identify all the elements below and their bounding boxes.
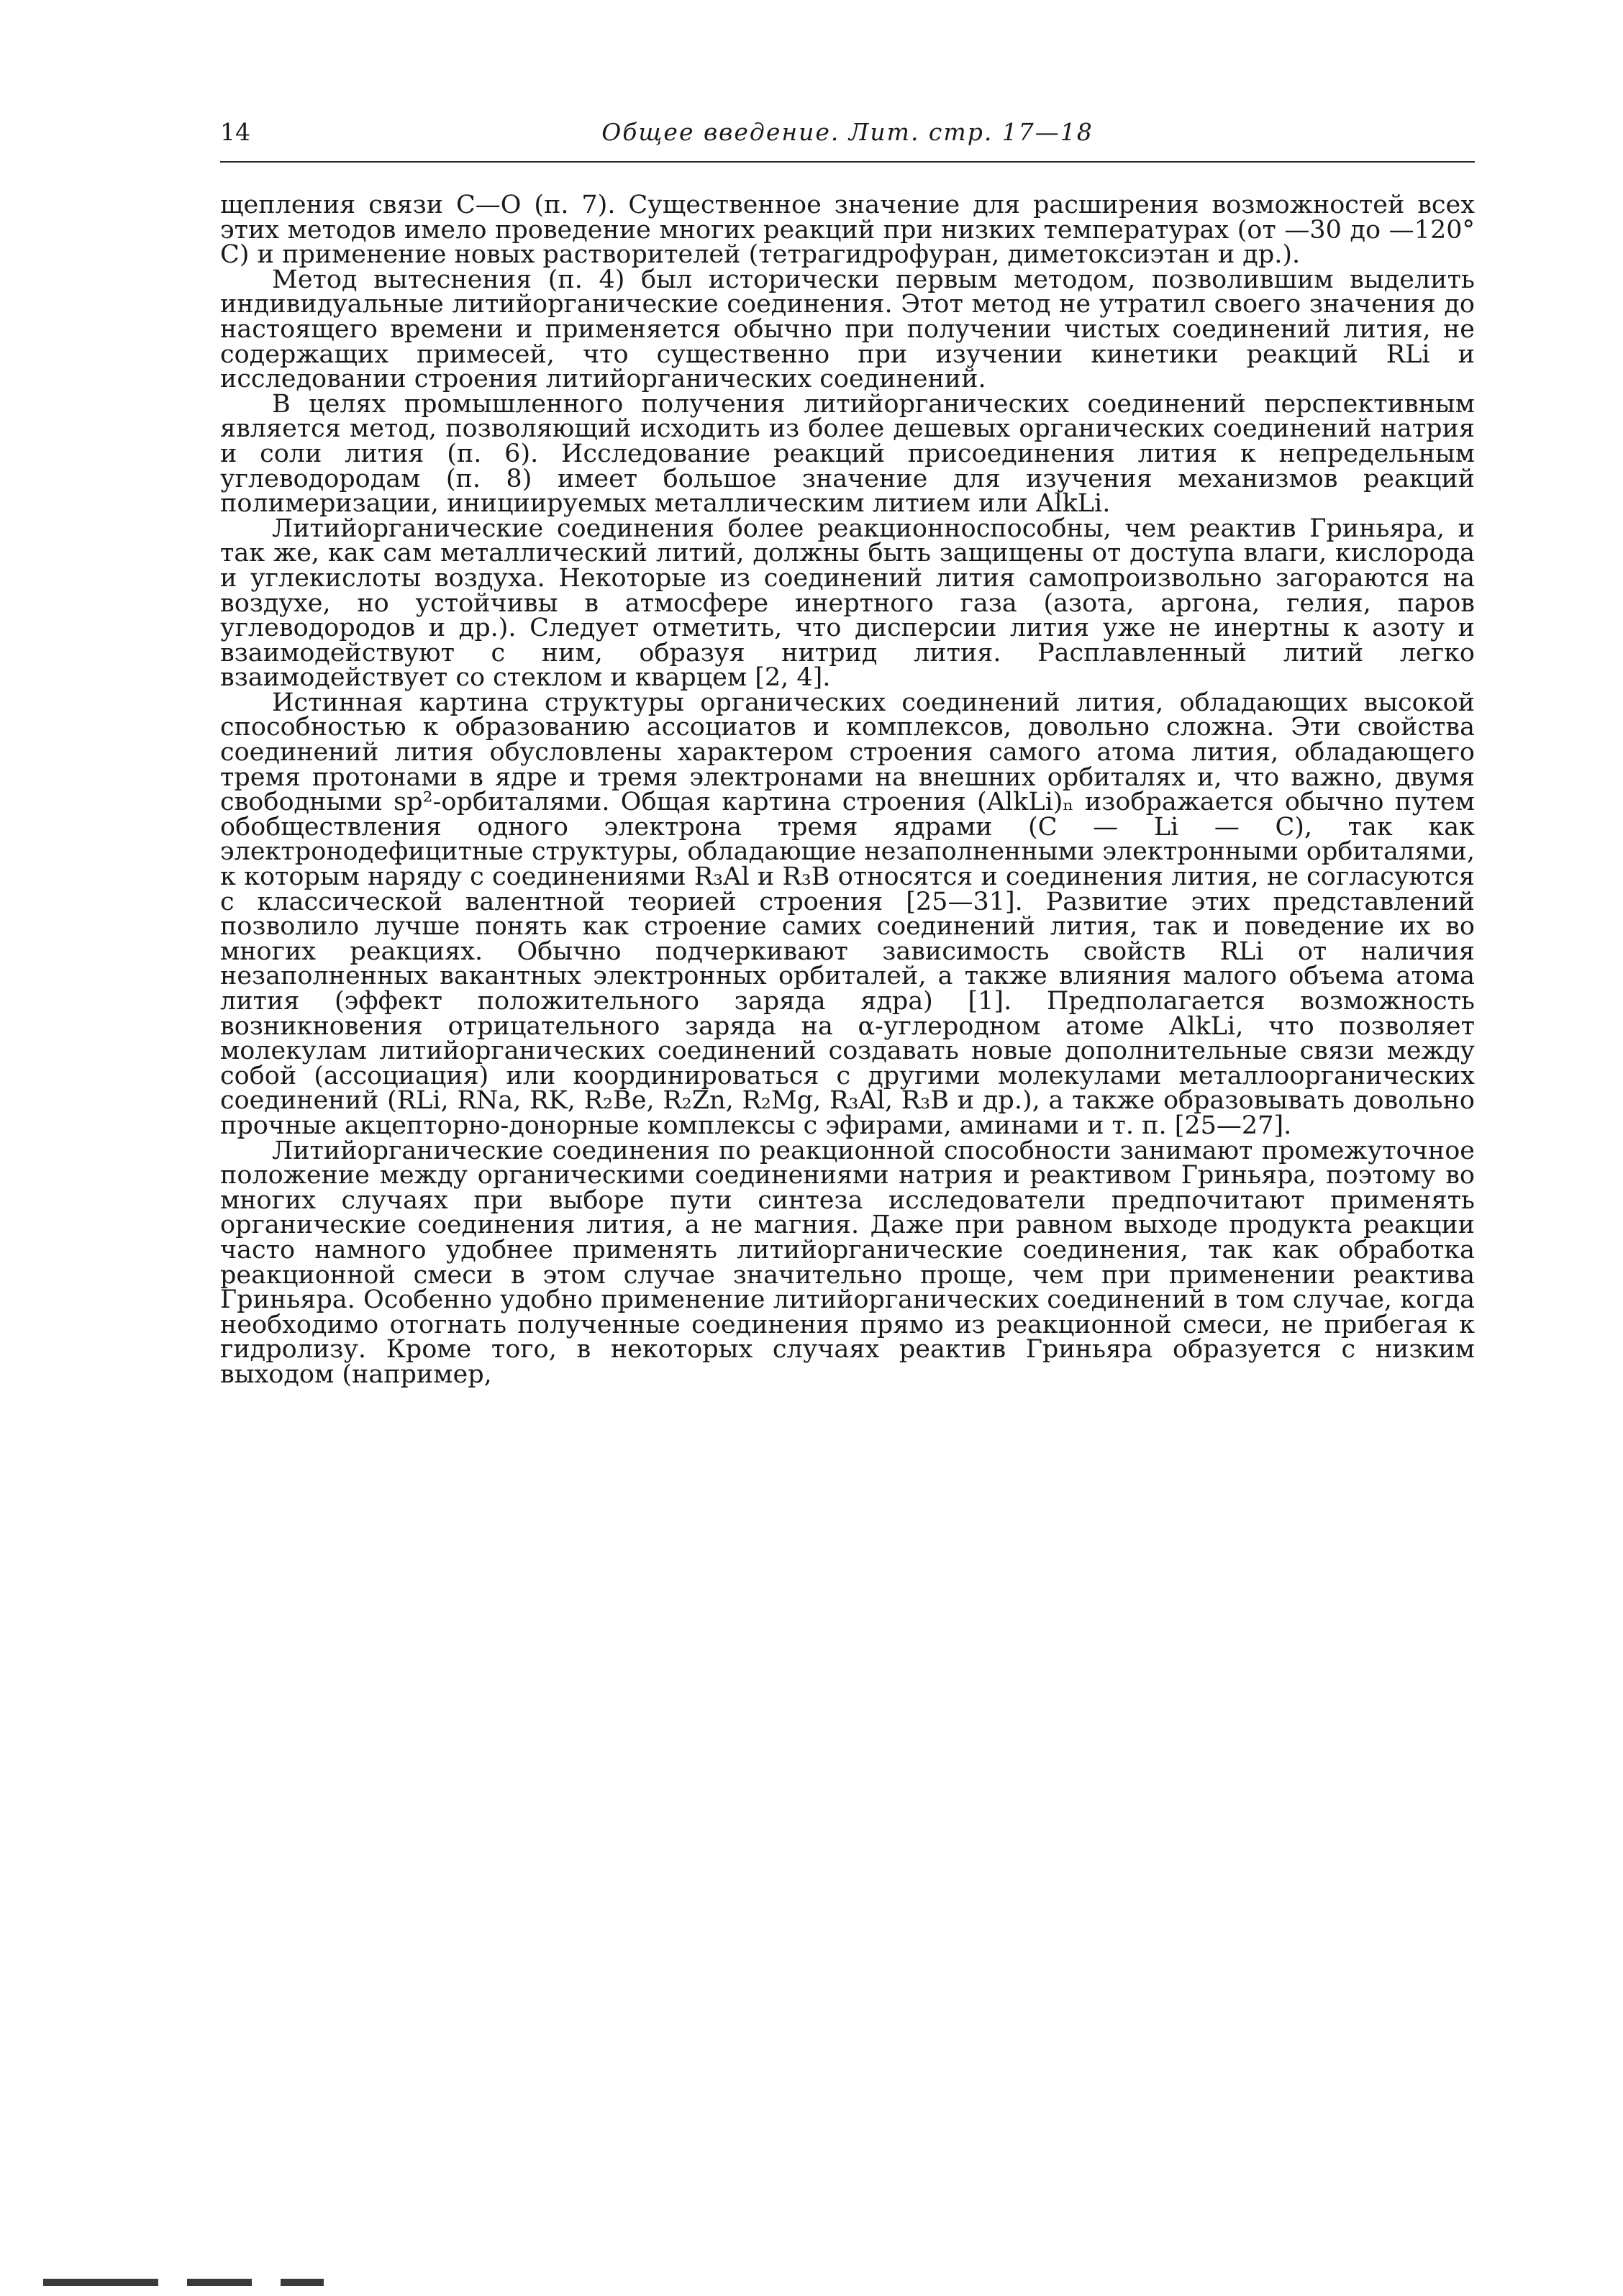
paragraph-continuation: щепления связи С—О (п. 7). Существенное значение для расширения возможностей всех этих методов имело проведение многих реакций при низких температурах (от —30 до —120° С) и применение новых растворителей (тетрагидрофуран, диметоксиэтан и др.). (220, 191, 1475, 270)
running-title: Общее введение. Лит. стр. 17—18 (601, 118, 1094, 146)
paragraph-structure: Истинная картина структуры органических соединений лития, обладающих высокой способностью к образованию ассоциатов и комплексов, довольно сложна. Эти свойства соединений лития обусловлены характером строения самого атома лития, обладающего тремя протонами в ядре и тремя электронами на внешних орбиталях и, что важно, двумя свободными sp²-орбиталями. Общая картина строения (AlkLi)ₙ изображается обычно путем обобществления одного электрона тремя ядрами (С — Li — С), так как электронодефицитные структуры, обладающие незаполненными электронными орбиталями, к которым наряду с соединениями R₃Al и R₃B относятся и соединения лития, не согласуются с классической валентной теорией строения [25—31]. Развитие этих представлений позволило лучше понять как строение самих соединений лития, так и поведение их во многих реакциях. Обычно подчеркивают зависимость свойств RLi от наличия незаполненных вакантных электронных орбиталей, а также влияния малого объема атома лития (эффект положительного заряда ядра) [1]. Предполагается возможность возникновения отрицательного заряда на α-углеродном атоме AlkLi, что позволяет молекулам литийорганических соединений создавать новые дополнительные связи между собой (ассоциация) или координироваться с другими молекулами металлоорганических соединений (RLi, RNa, RK, R₂Be, R₂Zn, R₂Mg, R₃Al, R₃B и др.), а также образовывать довольно прочные акцепторно-донорные комплексы с эфирами, аминами и т. п. [25—27]. (220, 688, 1475, 1140)
paragraph-grignard-comparison: Литийорганические соединения по реакционной способности занимают промежуточное положение между органическими соединениями натрия и реактивом Гриньяра, поэтому во многих случаях при выборе пути синтеза исследователи предпочитают применять органические соединения лития, а не магния. Даже при равном выходе продукта реакции часто намного удобнее применять литийорганические соединения, так как обработка реакционной смеси в этом случае значительно проще, чем при применении реактива Гриньяра. Особенно удобно применение литийорганических соединений в том случае, когда необходимо отогнать полученные соединения прямо из реакционной смеси, не прибегая к гидролизу. Кроме того, в некоторых случаях реактив Гриньяра образуется с низким выходом (например, (220, 1136, 1475, 1389)
paragraph-reactivity: Литийорганические соединения более реакционноспособны, чем реактив Гриньяра, и так же, как сам металлический литий, должны быть защищены от доступа влаги, кислорода и углекислоты воздуха. Некоторые из соединений лития самопроизвольно загораются на воздухе, но устойчивы в атмосфере инертного газа (азота, аргона, гелия, паров углеводородов и др.). Следует отметить, что дисперсии лития уже не инертны к азоту и взаимодействуют с ним, образуя нитрид лития. Расплавленный литий легко взаимодействует со стеклом и кварцем [2, 4]. (220, 514, 1475, 693)
header-rule (220, 161, 1475, 163)
paragraph-displacement-method: Метод вытеснения (п. 4) был исторически первым методом, позволившим выделить индивидуальные литийорганические соединения. Этот метод не утратил своего значения до настоящего времени и применяется обычно при получении чистых соединений лития, не содержащих примесей, что существенно при изучении кинетики реакций RLi и исследовании строения литийорганических соединений. (220, 265, 1475, 394)
paragraph-industrial-production: В целях промышленного получения литийорганических соединений перспективным является метод, позволяющий исходить из более дешевых органических соединений натрия и соли лития (п. 6). Исследование реакций присоединения лития к непредельным углеводородам (п. 8) имеет большое значение для изучения механизмов реакций полимеризации, инициируемых металлическим литием или AlkLi. (220, 389, 1475, 519)
body-text (220, 193, 1475, 1388)
running-head (220, 115, 1475, 161)
cropped-next-line-fragment (43, 2279, 1554, 2296)
page-number: 14 (220, 118, 250, 146)
